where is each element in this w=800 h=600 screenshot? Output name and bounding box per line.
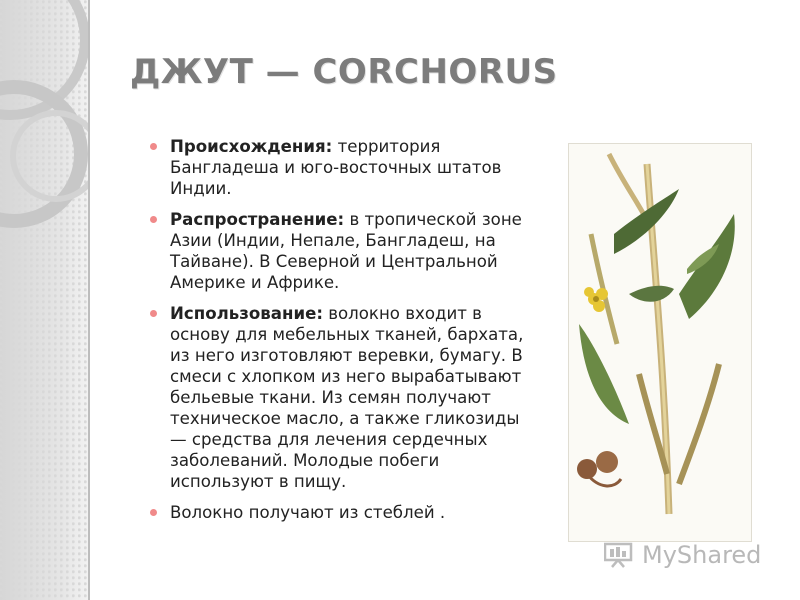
bullet-dot-icon	[150, 310, 157, 317]
bullet-item-usage	[150, 303, 535, 492]
slide-title: ДЖУТ — CORCHORUS	[130, 52, 558, 92]
presentation-board-icon	[604, 542, 636, 568]
bullet-item-distribution	[150, 209, 535, 293]
bullet-text: территория Бангладеша и юго-восточных штатов Индии.	[170, 137, 502, 198]
band-edge-line	[88, 0, 90, 600]
jute-plant-illustration	[568, 143, 752, 542]
bullet-dot-icon	[150, 509, 157, 516]
bullet-item-fiber	[150, 502, 535, 523]
decorative-side-band	[0, 0, 90, 600]
bullet-dot-icon	[150, 143, 157, 150]
bullet-label: Распространение:	[170, 210, 345, 229]
bullet-label: Использование:	[170, 304, 323, 323]
bullet-label: Происхождения:	[170, 137, 333, 156]
bullet-list	[150, 136, 535, 533]
plant-drawing-icon	[569, 144, 751, 541]
watermark-text: MyShared	[642, 541, 762, 569]
watermark	[604, 538, 761, 572]
bullet-dot-icon	[150, 216, 157, 223]
bullet-text: в тропической зоне Азии (Индии, Непале, Бангладеш, на Тайване). В Северной и Центральной Америке и Африке.	[170, 210, 522, 292]
bullet-text: Волокно получают из стеблей .	[170, 503, 446, 522]
bullet-text: волокно входит в основу для мебельных тканей, бархата, из него изготовляют веревки, бумагу. В смеси с хлопком из него вырабатывают бельевые ткани. Из семян получают техническое масло, а также гликозиды — средства для лечения сердечных заболеваний. Молодые побеги используют в пищу.	[170, 304, 524, 491]
bullet-item-origin	[150, 136, 535, 199]
